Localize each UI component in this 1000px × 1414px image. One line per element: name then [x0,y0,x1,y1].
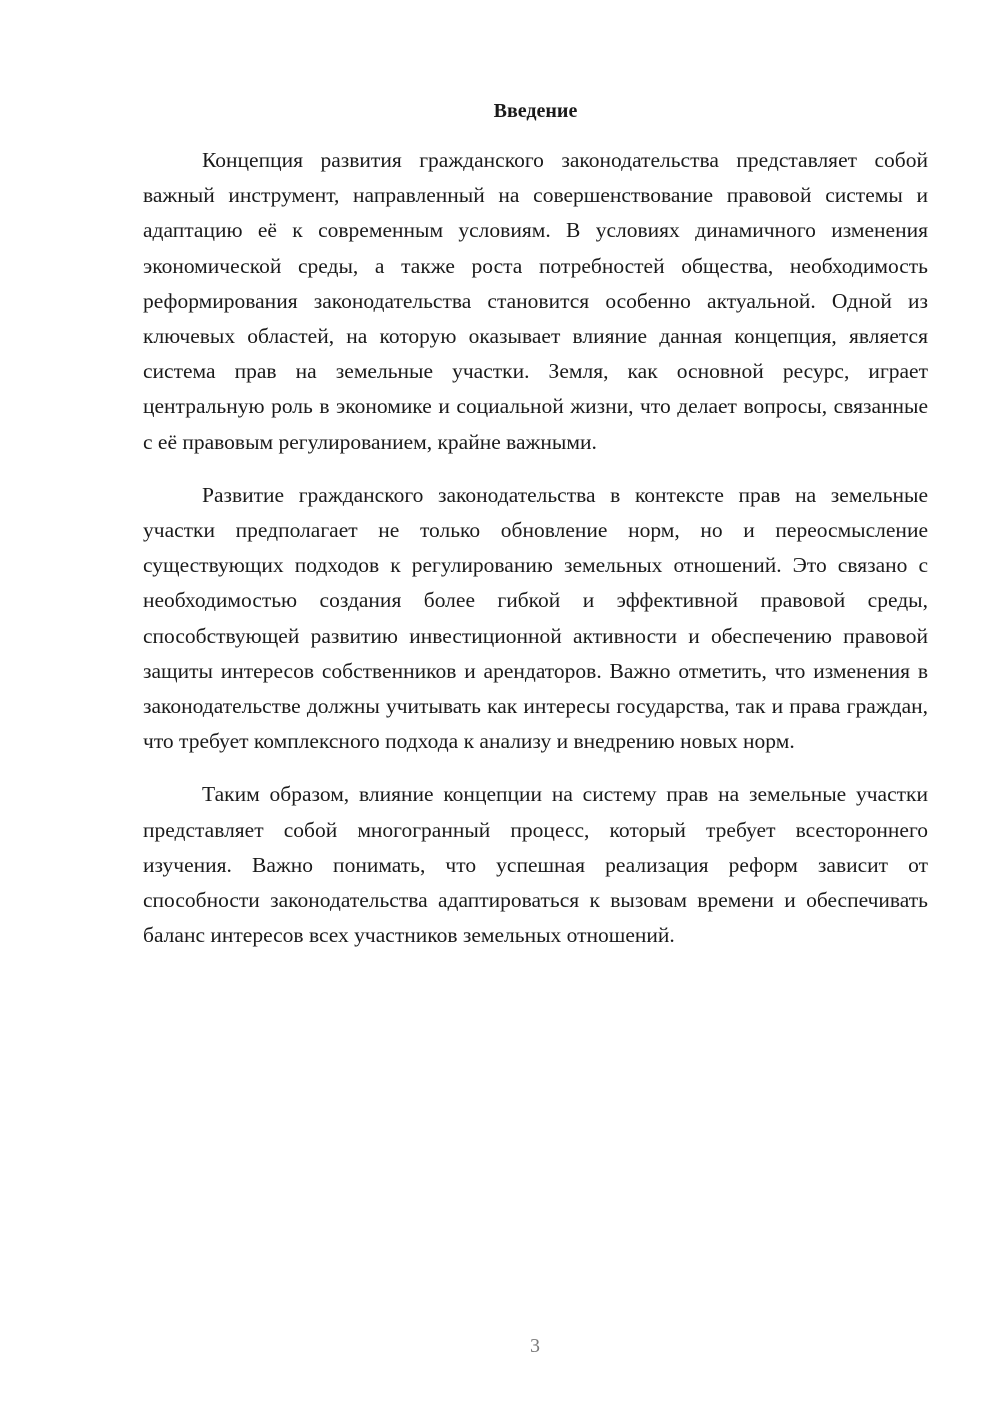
paragraph-1: Концепция развития гражданского законодательства представляет собой важный инструмент, направленный на совершенствование правовой системы и адаптацию её к современным условиям. В условиях динамичного изменения экономической среды, а также роста потребностей общества, необходимость реформирования законодательства становится особенно актуальной. Одной из ключевых областей, на которую оказывает влияние данная концепция, является система прав на земельные участки. Земля, как основной ресурс, играет центральную роль в экономике и социальной жизни, что делает вопросы, связанные с её правовым регулированием, крайне важными. [143,148,928,454]
page-number: 3 [530,1335,540,1357]
document-body [143,143,928,971]
paragraph-3: Таким образом, влияние концепции на систему прав на земельные участки представляет собой многогранный процесс, который требует всестороннего изучения. Важно понимать, что успешная реализация реформ зависит от способности законодательства адаптироваться к вызовам времени и обеспечивать баланс интересов всех участников земельных отношений. [143,782,928,948]
section-heading: Введение [493,100,578,122]
paragraph-2: Развитие гражданского законодательства в контексте прав на земельные участки предполагает не только обновление норм, но и переосмысление существующих подходов к регулированию земельных отношений. Это связано с необходимостью создания более гибкой и эффективной правовой среды, способствующей развитию инвестиционной активности и обеспечению правовой защиты интересов собственников и арендаторов. Важно отметить, что изменения в законодательстве должны учитывать как интересы государства, так и права граждан, что требует комплексного подхода к анализу и внедрению новых норм. [143,482,928,754]
